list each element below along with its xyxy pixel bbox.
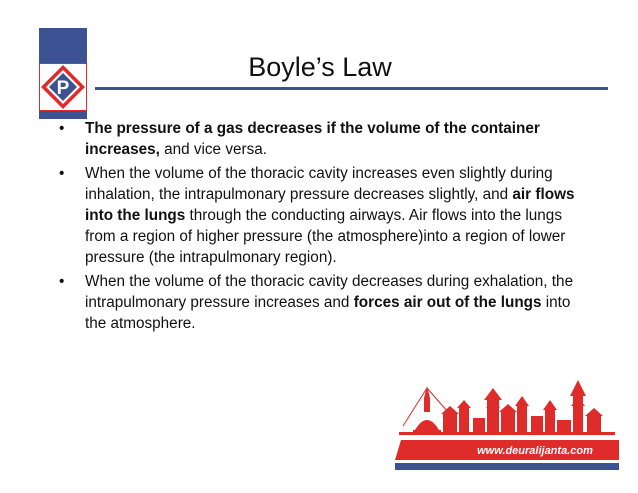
footer-website: www.deuralijanta.com [477,445,593,457]
deurali-janta-logo-icon [39,63,87,111]
bullet-marker: • [59,120,65,137]
bullet-bold-text: air flows into the lungs [85,186,575,224]
footer-decoration [395,370,620,470]
bullet-bold-text: The pressure of a gas decreases if the volume of the container increases, [85,120,540,158]
bullet-bold-text: forces air out of the lungs [353,294,542,311]
bullet-item [55,118,583,160]
bullet-text: When the volume of the thoracic cavity increases even slightly during inhalation, the intrapulmonary pressure decreases slightly, and [85,165,553,203]
logo-letter: P [56,78,70,99]
bullet-text: and vice versa. [159,141,267,158]
bullet-marker: • [59,165,65,182]
bullet-item [55,163,583,268]
bullet-text: into the atmosphere. [85,294,571,332]
title-underline [95,87,608,90]
kathmandu-skyline-icon [399,380,615,435]
bullet-item [55,271,583,334]
logo-top-band [39,28,87,63]
bullet-list [55,118,583,337]
bullet-text: When the volume of the thoracic cavity decreases during exhalation, the intrapulmonary pressure increases and [85,273,574,311]
slide-title: Boyle’s Law [248,52,392,82]
bullet-marker: • [59,273,65,290]
bullet-text: through the conducting airways. Air flows into the lungs from a region of higher pressure (the atmosphere)into a region of lower pressure (the intrapulmonary region). [85,207,566,266]
